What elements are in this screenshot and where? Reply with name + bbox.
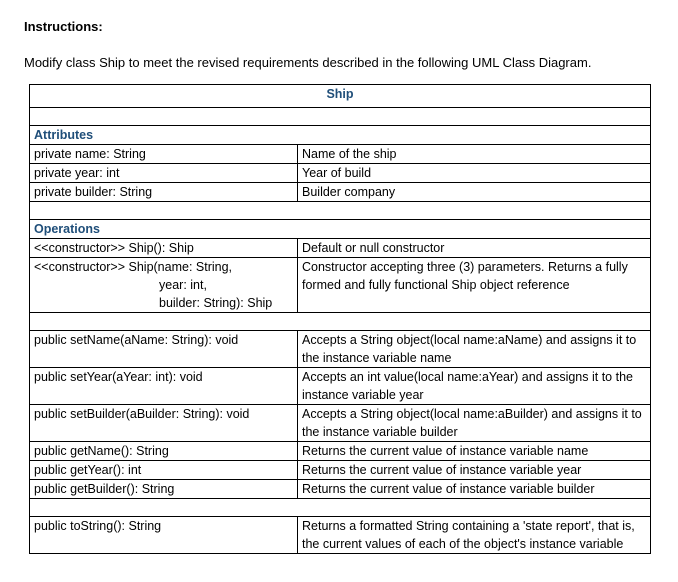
operation-description: Constructor accepting three (3) parameters. Returns a fully formed and fully functional Ship object reference [298,258,651,313]
operation-signature: <<constructor>> Ship(): Ship [30,239,298,258]
operation-signature: public setYear(aYear: int): void [30,368,298,405]
attribute-description: Year of build [298,164,651,183]
operation-row [30,517,651,554]
operation-row [30,258,651,313]
operation-signature: public setBuilder(aBuilder: String): void [30,405,298,442]
operation-description: Returns the current value of instance variable name [298,442,651,461]
operations-label: Operations [30,220,651,239]
instructions-heading: Instructions: [24,19,103,34]
operation-row [30,461,651,480]
operation-row [30,331,651,368]
attribute-row [30,183,651,202]
attribute-row [30,145,651,164]
operation-description: Accepts a String object(local name:aBuilder) and assigns it to the instance variable builder [298,405,651,442]
operation-description: Accepts a String object(local name:aName) and assigns it to the instance variable name [298,331,651,368]
operation-description: Returns the current value of instance variable year [298,461,651,480]
operation-description: Returns the current value of instance variable builder [298,480,651,499]
attribute-signature: private name: String [30,145,298,164]
signature-line: year: int, [159,278,207,292]
operation-signature: public getYear(): int [30,461,298,480]
operation-description: Accepts an int value(local name:aYear) and assigns it to the instance variable year [298,368,651,405]
operation-signature: public setName(aName: String): void [30,331,298,368]
uml-class-diagram [29,84,651,554]
class-name: Ship [30,85,651,108]
operation-signature: public toString(): String [30,517,298,554]
spacer-row [30,499,651,517]
operation-row [30,480,651,499]
spacer-row [30,202,651,220]
spacer-row [30,108,651,126]
attribute-description: Builder company [298,183,651,202]
operation-row [30,239,651,258]
instructions-text: Modify class Ship to meet the revised requirements described in the following UML Class Diagram. [24,55,592,70]
operation-row [30,442,651,461]
attributes-label: Attributes [30,126,651,145]
attribute-signature: private builder: String [30,183,298,202]
operation-row [30,368,651,405]
signature-line: builder: String): Ship [159,296,273,310]
attribute-signature: private year: int [30,164,298,183]
attribute-description: Name of the ship [298,145,651,164]
operation-description: Returns a formatted String containing a 'state report', that is, the current values of each of the object's instance variable [298,517,651,554]
spacer-row [30,313,651,331]
operation-signature: public getName(): String [30,442,298,461]
operation-signature [30,258,298,313]
operation-signature: public getBuilder(): String [30,480,298,499]
operation-row [30,405,651,442]
attribute-row [30,164,651,183]
operation-description: Default or null constructor [298,239,651,258]
signature-line: <<constructor>> Ship(name: String, [34,260,233,274]
